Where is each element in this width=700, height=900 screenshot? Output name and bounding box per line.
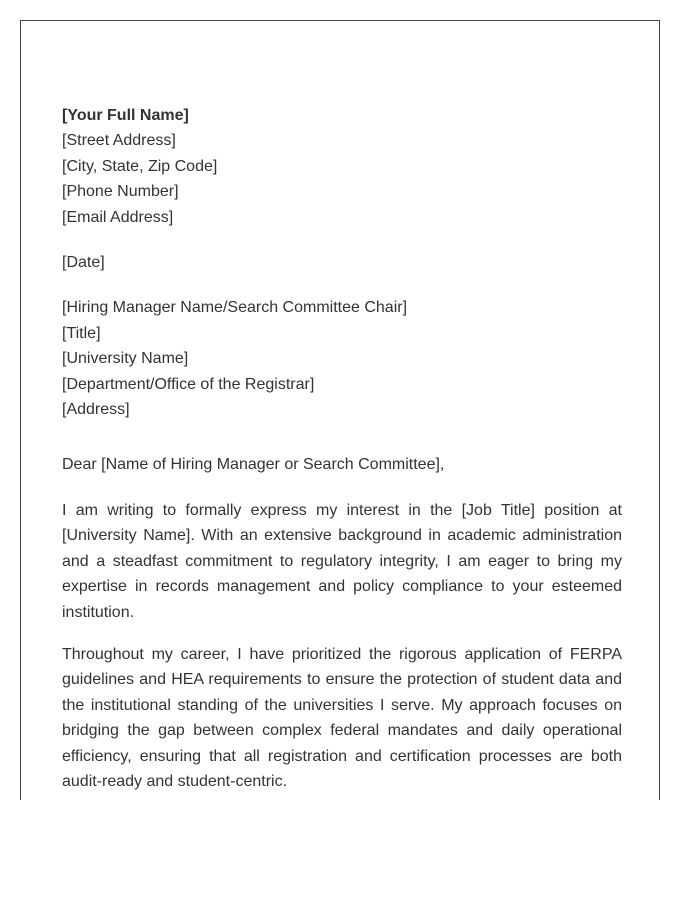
recipient-university: [University Name] (62, 350, 189, 368)
recipient-block (62, 295, 622, 422)
sender-street: [Street Address] (62, 132, 176, 150)
salutation: Dear [Name of Hiring Manager or Search Committee], (62, 456, 445, 474)
greeting-block (62, 452, 622, 477)
recipient-name: [Hiring Manager Name/Search Committee Chair] (62, 299, 408, 317)
sender-name: [Your Full Name] (62, 107, 189, 124)
recipient-department: [Department/Office of the Registrar] (62, 375, 315, 393)
recipient-address: [Address] (62, 401, 130, 419)
recipient-title: [Title] (62, 324, 101, 342)
document-page (20, 20, 660, 800)
sender-block (62, 103, 622, 230)
letter-content (62, 103, 622, 794)
letter-date: [Date] (62, 254, 105, 272)
body-paragraph-2: Throughout my career, I have prioritized the rigorous application of FERPA guidelines and HEA requirements to ensure the protection of student data and the institutional standing of the universities I serve. My approach focuses on bridging the gap between complex federal mandates and daily operational efficiency, ensuring that all registration and certification processes are both audit-ready and student-centric. (62, 645, 622, 790)
body-paragraph-1: I am writing to formally express my interest in the [Job Title] position at [University Name]. With an extensive background in academic administration and a steadfast commitment to regulatory integrity, I am eager to bring my expertise in records management and policy compliance to your esteemed institution. (62, 501, 622, 621)
sender-phone: [Phone Number] (62, 183, 179, 201)
sender-city-state-zip: [City, State, Zip Code] (62, 157, 218, 175)
date-block (62, 250, 622, 275)
sender-email: [Email Address] (62, 208, 174, 226)
